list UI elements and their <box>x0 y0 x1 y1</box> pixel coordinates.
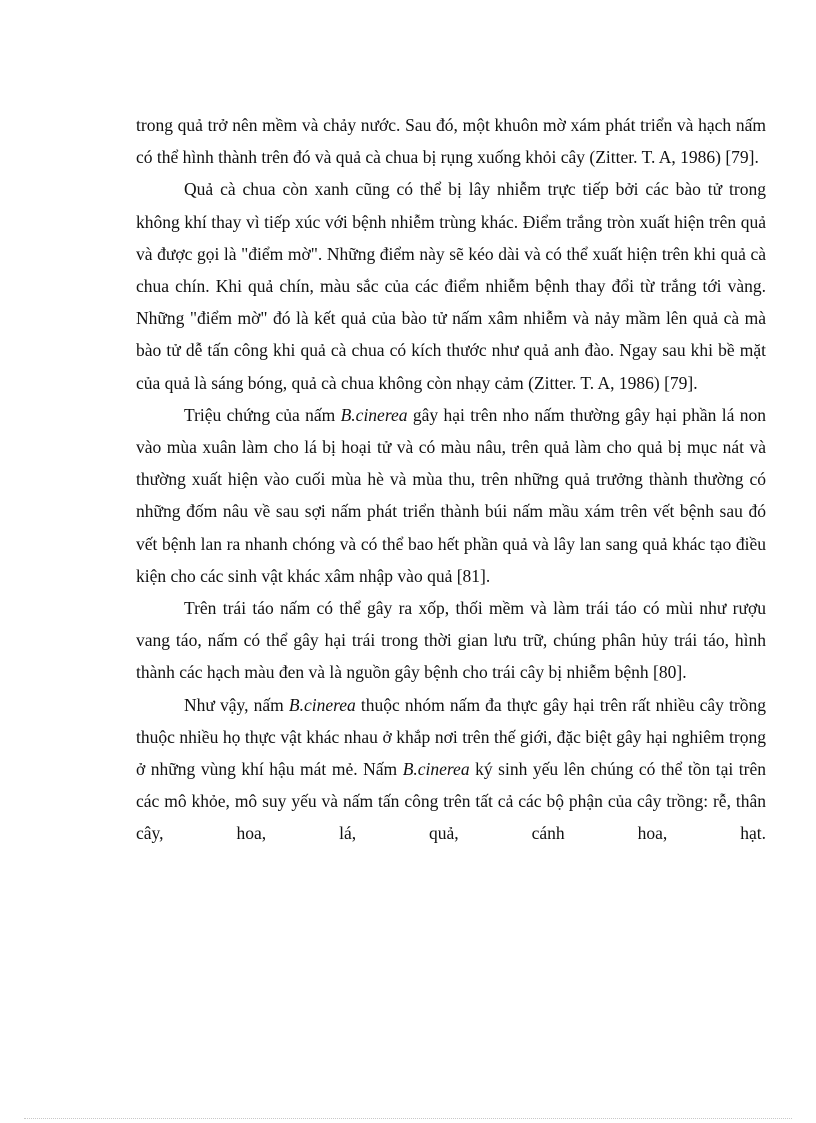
paragraph-text: Trên trái táo nấm có thể gây ra xốp, thối mềm và làm trái táo có mùi như rượu vang táo, nấm có thể gây hại trái trong thời gian lưu trữ, chúng phân hủy trái táo, hình thành các hạch màu đen và là nguồn gây bệnh cho trái cây bị nhiễm bệnh [80]. <box>136 598 766 683</box>
paragraph-text: thuộc nhóm nấm đa thực gây hại trên rất nhiều cây trồng thuộc nhiều họ thực vật khác nhau ở khắp nơi trên thế giới, đặc biệt gây hại nghiêm trọng ở những vùng khí hậu mát mẻ. Nấm <box>136 694 767 780</box>
document-page <box>136 109 766 850</box>
paragraph-text: trong quả trở nên mềm và chảy nước. Sau đó, một khuôn mờ xám phát triển và hạch nấm có thể hình thành trên đó và quả cà chua bị rụng xuống khỏi cây (Zitter. T. A, 1986) [79]. <box>136 115 766 168</box>
paragraph-text: Như vậy, nấm <box>184 694 289 715</box>
paragraph-text: Quả cà chua còn xanh cũng có thể bị lây nhiễm trực tiếp bởi các bào tử trong không khí thay vì tiếp xúc với bệnh nhiễm trùng khác. Điểm trắng tròn xuất hiện trên quả và được gọi là "điểm mờ". Những điểm này sẽ kéo dài và có thể xuất hiện trên khi quả cà chua chín. Khi quả chín, màu sắc của các điểm nhiễm bệnh thay đổi từ trắng tới vàng. Những "điểm mờ" đó là kết quả của bào tử nấm xâm nhiễm và nảy mầm lên quả cà mà bào tử dễ tấn công khi quả cà chua có kích thước như quả anh đào. Ngay sau khi bề mặt của quả là sáng bóng, quả cà chua không còn nhạy cảm (Zitter. T. A, 1986) [79]. <box>136 179 766 393</box>
paragraph-4 <box>136 592 766 689</box>
paragraph-1 <box>136 109 766 173</box>
species-name: B.cinerea <box>288 694 356 715</box>
species-name: B.cinerea <box>340 404 408 425</box>
page-bottom-rule <box>24 1118 792 1119</box>
paragraph-text: Triệu chứng của nấm <box>184 404 341 425</box>
paragraph-text: ký sinh yếu lên chúng có thể tồn tại trên các mô khỏe, mô suy yếu và nấm tấn công trên tất cả các bộ phận của cây trồng: rễ, thân cây, hoa, lá, quả, cánh hoa, hạt. <box>136 759 766 844</box>
paragraph-2 <box>136 173 766 398</box>
paragraph-3 <box>136 399 766 592</box>
paragraph-5 <box>136 689 766 850</box>
paragraph-text: gây hại trên nho nấm thường gây hại phần lá non vào mùa xuân làm cho lá bị hoại tử và có màu nâu, trên quả làm cho quả bị mục nát và thường xuất hiện vào cuối mùa hè và mùa thu, trên những quả trưởng thành thường có những đốm nâu về sau sợi nấm phát triển thành búi nấm mầu xám trên vết bệnh sau đó vết bệnh lan ra nhanh chóng và có thể bao hết phần quả và lây lan sang quả khác tạo điều kiện cho các sinh vật khác xâm nhập vào quả [81]. <box>136 404 766 586</box>
species-name: B.cinerea <box>402 759 470 780</box>
